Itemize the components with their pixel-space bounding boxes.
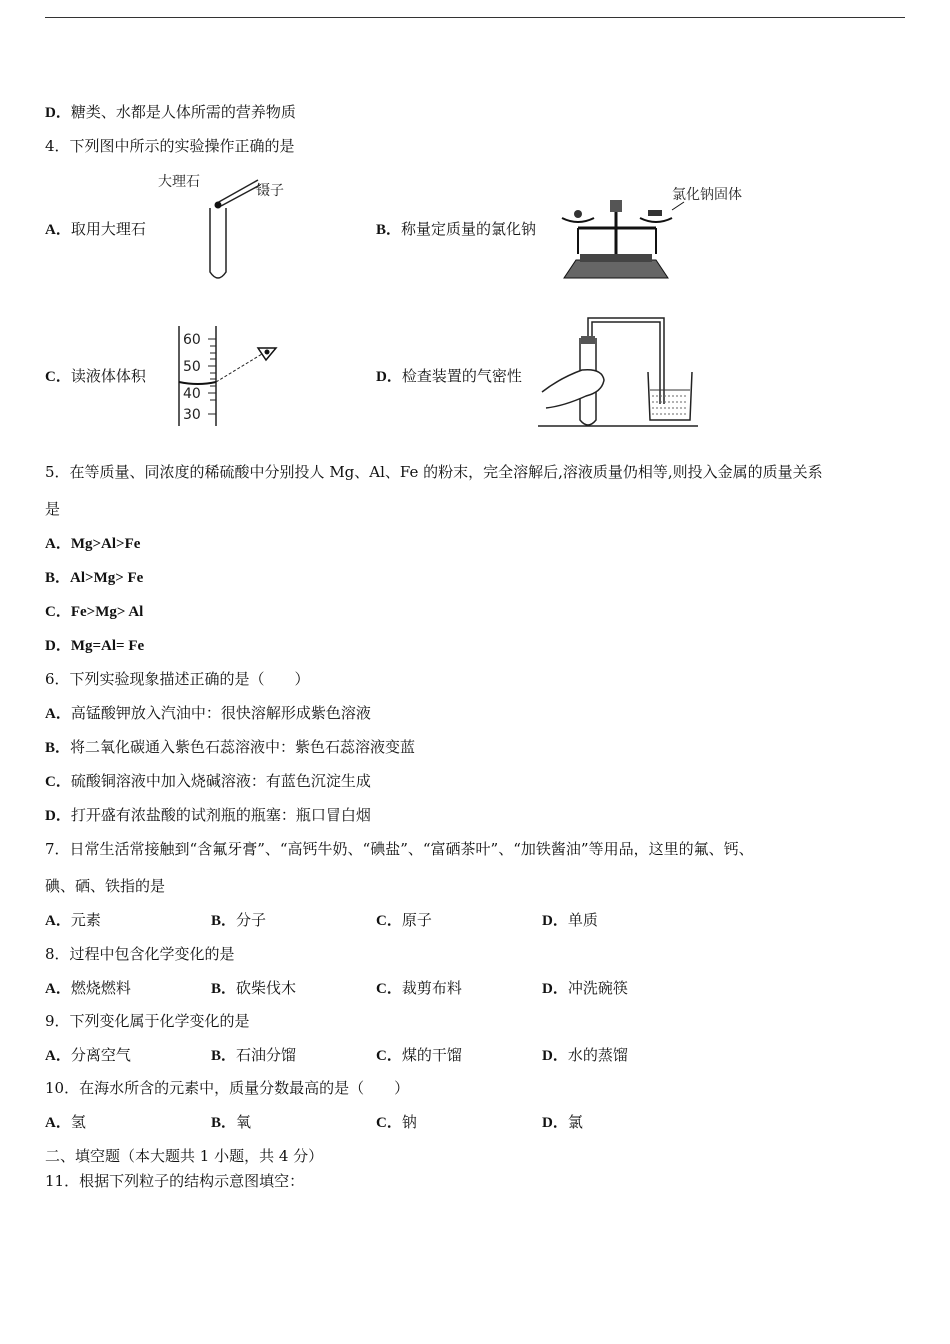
q6-option-d: D．打开盛有浓盐酸的试剂瓶的瓶塞：瓶口冒白烟 (45, 806, 371, 824)
q6-stem: 6．下列实验现象描述正确的是（ ） (45, 670, 310, 688)
tick-50: 50 (183, 359, 201, 375)
q4-option-d: D．检查装置的气密性 (376, 367, 522, 385)
q4-option-a: A．取用大理石 (45, 220, 146, 238)
graduated-cylinder-figure (172, 326, 287, 428)
q8-option-d: D．冲洗碗筷 (542, 979, 628, 997)
q5-option-a: A．Mg>Al>Fe (45, 536, 141, 552)
q7-stem-cont: 碘、硒、铁指的是 (45, 877, 166, 895)
q8-option-c: C．裁剪布料 (376, 979, 462, 997)
q4-stem: 4．下列图中所示的实验操作正确的是 (45, 137, 295, 155)
tick-30: 30 (183, 407, 201, 423)
q5-option-d: D．Mg=Al= Fe (45, 638, 145, 654)
q6-option-c: C．硫酸铜溶液中加入烧碱溶液：有蓝色沉淀生成 (45, 772, 371, 790)
section-title: 二、填空题（本大题共 1 小题，共 4 分） (45, 1147, 324, 1165)
q7-option-b: B．分子 (211, 911, 267, 929)
q7-option-d: D．单质 (542, 911, 598, 929)
q8-stem: 8．过程中包含化学变化的是 (45, 945, 235, 963)
q3-option-d: D．糖类、水都是人体所需的营养物质 (45, 103, 296, 121)
q9-option-c: C．煤的干馏 (376, 1046, 462, 1064)
airtightness-check-figure (538, 312, 708, 430)
q6-option-b: B．将二氧化碳通入紫色石蕊溶液中：紫色石蕊溶液变蓝 (45, 738, 416, 756)
q10-stem: 10．在海水所含的元素中，质量分数最高的是（ ） (45, 1079, 410, 1097)
balance-figure (560, 182, 750, 284)
q4-option-b: B．称量定质量的氯化钠 (376, 220, 537, 238)
q5-option-b: B．Al>Mg> Fe (45, 570, 144, 586)
q10-option-d: D．氯 (542, 1113, 583, 1131)
q10-option-b: B．氧 (211, 1113, 252, 1131)
q7-option-c: C．原子 (376, 911, 432, 929)
header-rule (45, 17, 905, 18)
marble-tweezers-figure (150, 168, 300, 286)
q8-option-a: A．燃烧燃料 (45, 979, 131, 997)
tick-60: 60 (183, 332, 201, 348)
q5-stem: 5．在等质量、同浓度的稀硫酸中分别投人 Mg、Al、Fe 的粉末，完全溶解后,溶液质量仍相等,则投入金属的质量关系 (45, 463, 823, 481)
q4-option-c: C．读液体体积 (45, 367, 146, 385)
q5-option-c: C．Fe>Mg> Al (45, 604, 144, 620)
fig-label-nacl: 氯化钠固体 (672, 187, 742, 203)
q11-stem: 11．根据下列粒子的结构示意图填空： (45, 1172, 305, 1190)
q10-option-c: C．钠 (376, 1113, 417, 1131)
q8-option-b: B．砍柴伐木 (211, 979, 297, 997)
q5-stem-cont: 是 (45, 500, 61, 518)
q6-option-a: A．高锰酸钾放入汽油中：很快溶解形成紫色溶液 (45, 704, 371, 722)
q9-option-d: D．水的蒸馏 (542, 1046, 628, 1064)
q7-option-a: A．元素 (45, 911, 101, 929)
q7-stem: 7．日常生活常接触到“含氟牙膏”、“高钙牛奶、“碘盐”、“富硒茶叶”、“加铁酱油”等用品，这里的氟、钙、 (45, 840, 754, 858)
fig-label-tweezers: 镊子 (256, 183, 284, 199)
q9-option-b: B．石油分馏 (211, 1046, 297, 1064)
q10-option-a: A．氢 (45, 1113, 86, 1131)
q9-option-a: A．分离空气 (45, 1046, 131, 1064)
tick-40: 40 (183, 386, 201, 402)
fig-label-marble: 大理石 (158, 174, 200, 190)
q9-stem: 9．下列变化属于化学变化的是 (45, 1012, 250, 1030)
